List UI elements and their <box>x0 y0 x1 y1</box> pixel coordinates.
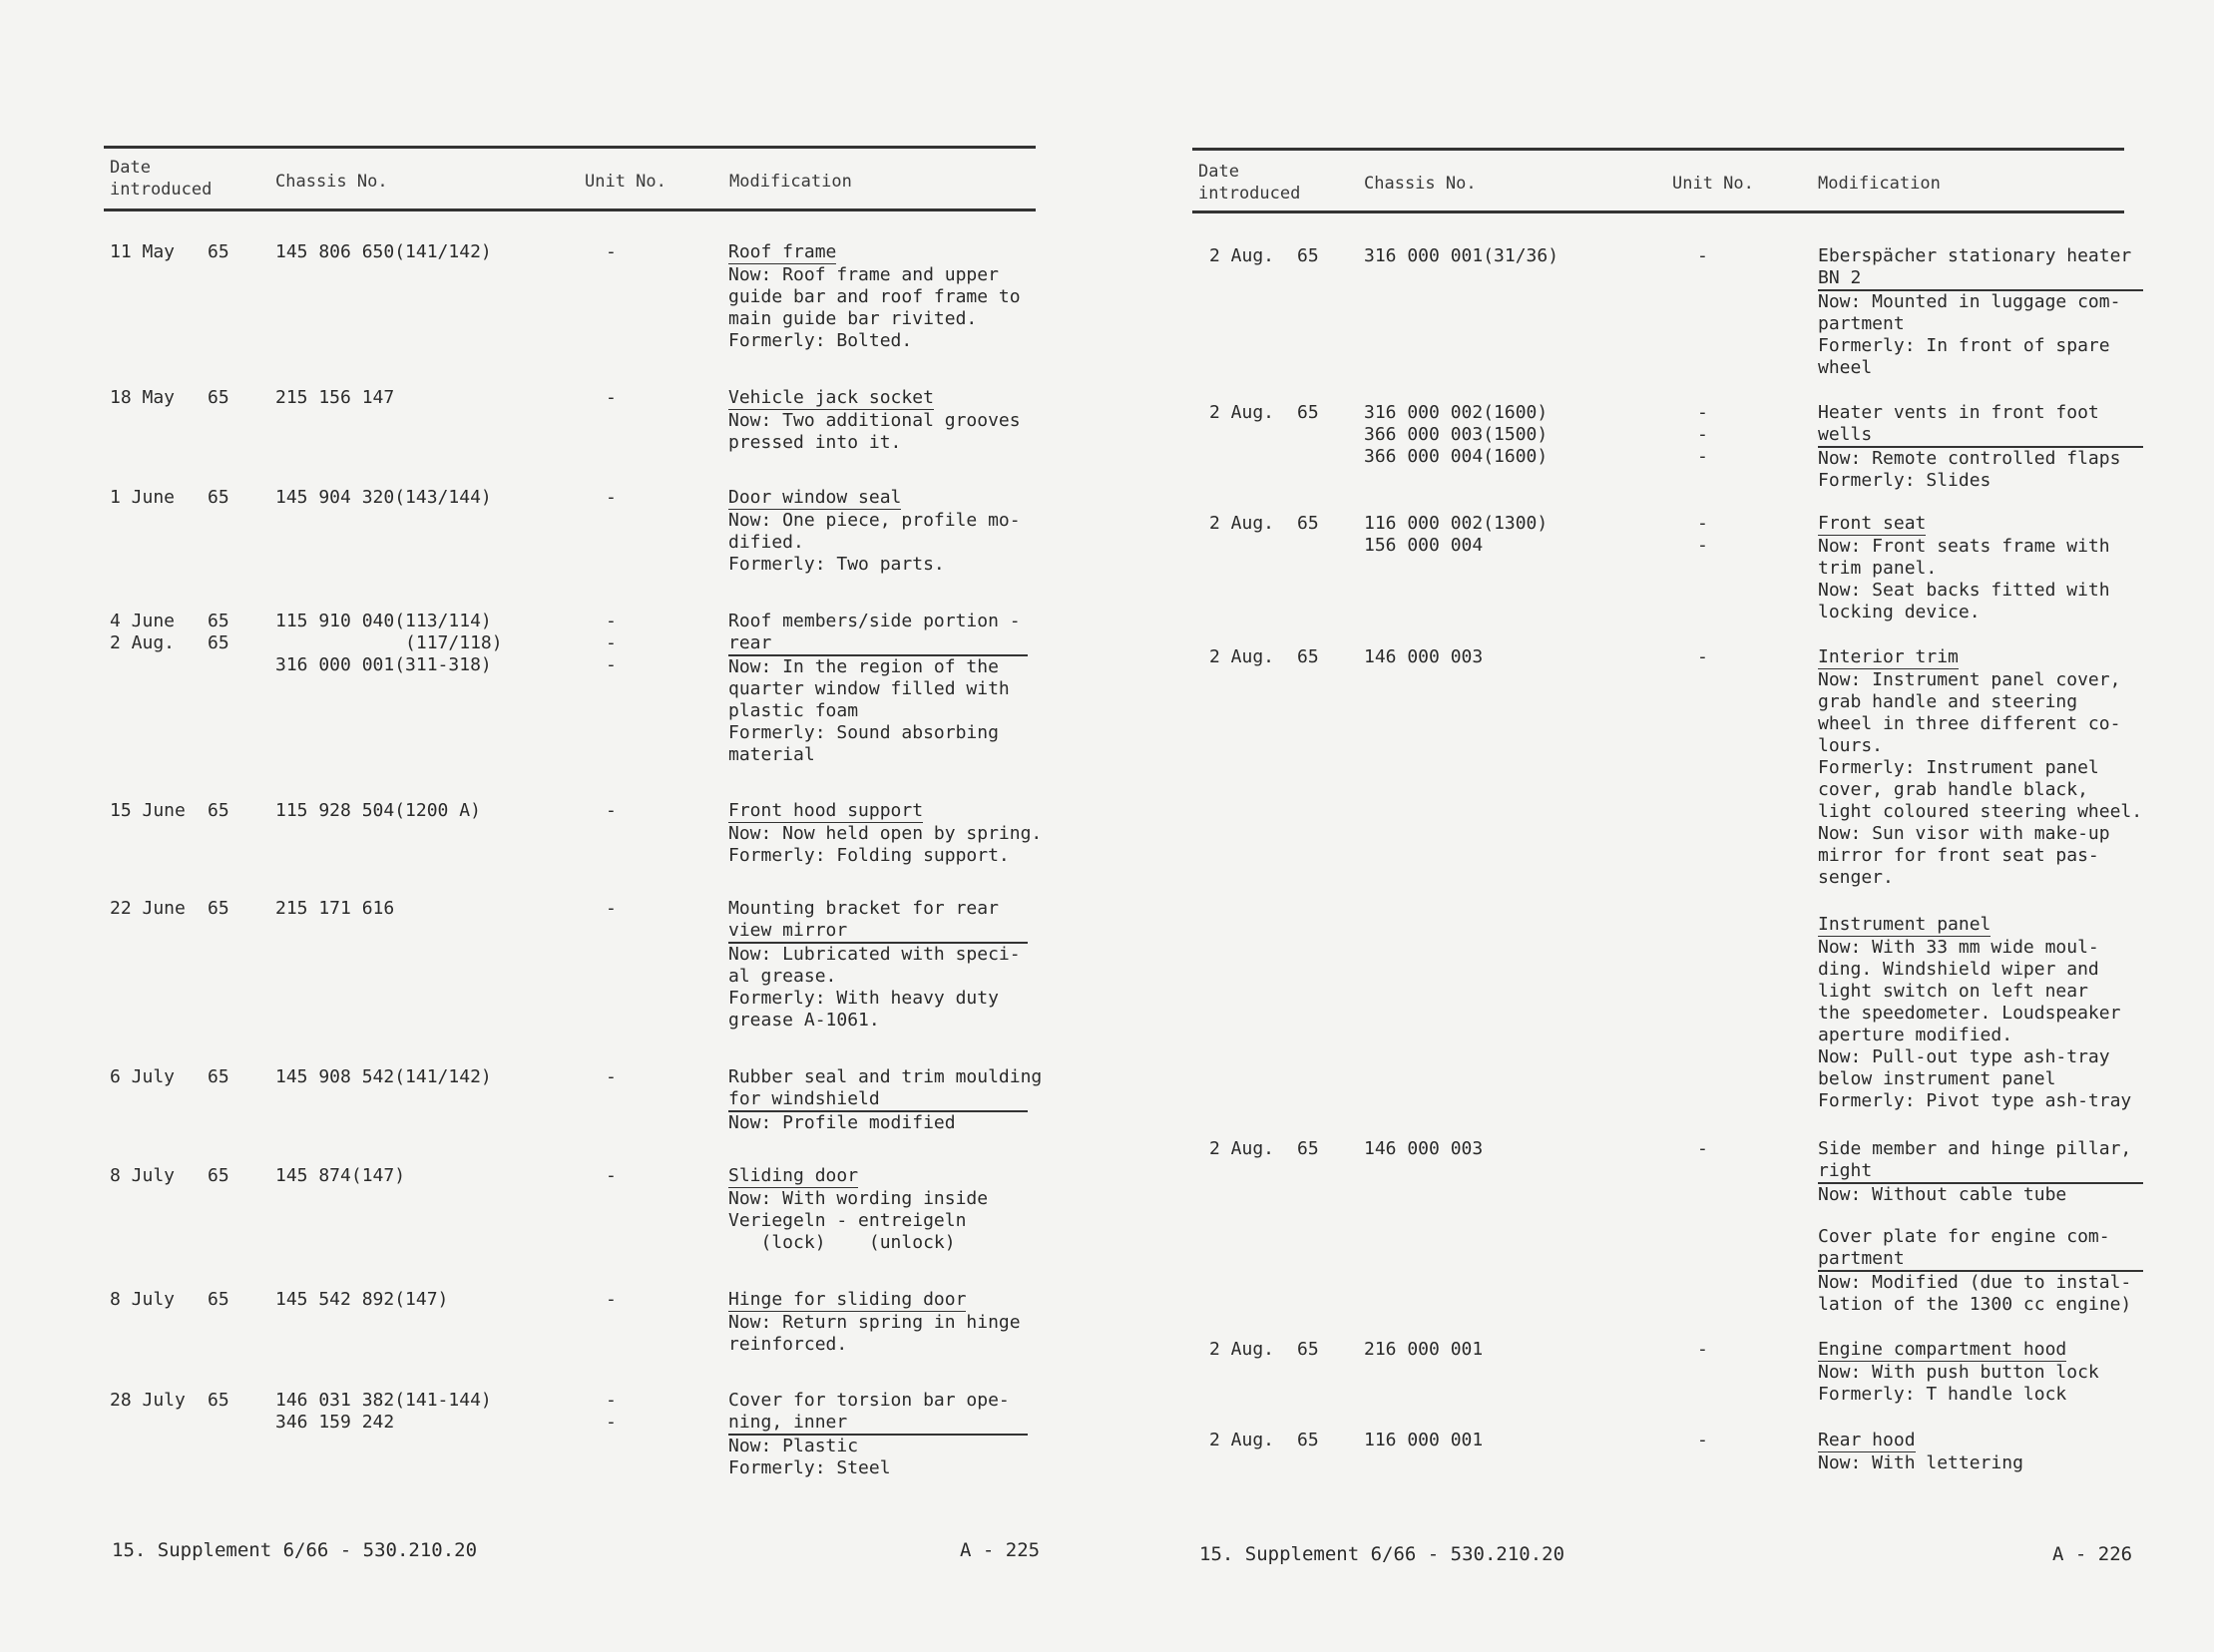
modification-title: Mounting bracket for rear view mirror <box>728 898 1028 944</box>
header-modification: Modification <box>1818 174 1941 194</box>
unit-number: - <box>606 898 617 919</box>
unit-number: - - - <box>606 611 617 675</box>
page-right <box>1107 0 2214 1652</box>
modification <box>1818 513 2110 623</box>
modification-title: Engine compartment hood <box>1818 1339 2067 1360</box>
modification-text: Now: Front seats frame with trim panel. Now: Seat backs fitted with locking device. <box>1818 536 2110 622</box>
modification-title: Instrument panel <box>1818 914 1992 935</box>
modification-title: Cover for torsion bar ope- ning, inner <box>728 1390 1028 1436</box>
header-unit: Unit No. <box>1672 174 1754 194</box>
modification <box>1818 1339 2099 1406</box>
chassis-number: 145 874(147) <box>275 1165 406 1186</box>
modification <box>1818 402 2143 492</box>
unit-number: - - <box>1697 513 1708 556</box>
modification-title: Eberspächer stationary heater BN 2 <box>1818 245 2143 291</box>
year: 65 <box>208 1289 229 1310</box>
modification-title: Door window seal <box>728 487 902 508</box>
header-date: Date introduced <box>110 158 213 200</box>
year: 65 <box>208 387 229 408</box>
unit-number: - <box>606 1289 617 1310</box>
header-unit: Unit No. <box>585 172 666 192</box>
modification-title: Interior trim <box>1818 646 1959 667</box>
year: 65 <box>208 898 229 919</box>
chassis-number: 145 806 650(141/142) <box>275 241 492 262</box>
date-introduced: 2 Aug. <box>1209 245 1275 266</box>
year: 65 <box>1297 1339 1319 1360</box>
modification-title: Heater vents in front foot wells <box>1818 402 2143 448</box>
footer-supplement: 15. Supplement 6/66 - 530.210.20 <box>112 1539 478 1561</box>
year: 65 <box>208 241 229 262</box>
date-introduced: 1 June <box>110 487 176 508</box>
modification <box>728 800 1042 867</box>
modification-text: Now: Now held open by spring. Formerly: Folding support. <box>728 823 1043 866</box>
modification-text: Now: Plastic Formerly: Steel <box>728 1436 891 1478</box>
chassis-number: 115 910 040(113/114) (117/118) 316 000 001(311-318) <box>275 611 503 675</box>
footer-supplement: 15. Supplement 6/66 - 530.210.20 <box>1199 1543 1565 1565</box>
modification <box>1818 646 2142 889</box>
chassis-number: 145 908 542(141/142) <box>275 1066 492 1087</box>
modification <box>728 611 1028 766</box>
date-introduced: 11 May <box>110 241 176 262</box>
modification-text: Now: With lettering <box>1818 1452 2023 1473</box>
modification-title: Roof frame <box>728 241 837 262</box>
year: 65 <box>208 1165 229 1186</box>
modification <box>728 241 1021 352</box>
modification-title: Side member and hinge pillar, right <box>1818 1138 2143 1184</box>
header-chassis: Chassis No. <box>1364 174 1477 194</box>
modification <box>1818 914 2131 1112</box>
unit-number: - <box>1697 1430 1708 1450</box>
page-number: A - 226 <box>2052 1543 2133 1565</box>
chassis-number: 146 000 003 <box>1364 1138 1484 1159</box>
date-introduced: 8 July <box>110 1289 176 1310</box>
modification-text: Now: Mounted in luggage com- partment Formerly: In front of spare wheel <box>1818 291 2121 378</box>
unit-number: - <box>606 387 617 408</box>
modification-text: Now: Modified (due to instal- lation of the 1300 cc engine) <box>1818 1272 2132 1315</box>
modification-title: Vehicle jack socket <box>728 387 934 408</box>
chassis-number: 215 171 616 <box>275 898 395 919</box>
modification-text: Now: Roof frame and upper guide bar and roof frame to main guide bar rivited. Formerly: Bolted. <box>728 264 1021 351</box>
date-introduced: 2 Aug. <box>1209 513 1275 534</box>
table-header-left <box>104 146 1036 211</box>
year: 65 <box>1297 1138 1319 1159</box>
unit-number: - <box>1697 1138 1708 1159</box>
chassis-number: 116 000 001 <box>1364 1430 1484 1450</box>
date-introduced: 15 June <box>110 800 186 821</box>
modification-text: Now: Lubricated with speci- al grease. Formerly: With heavy duty grease A-1061. <box>728 944 1021 1031</box>
modification-text: Now: Without cable tube <box>1818 1184 2067 1205</box>
modification-title: Front seat <box>1818 513 1927 534</box>
modification <box>1818 1226 2143 1316</box>
unit-number: - <box>606 241 617 262</box>
date-introduced: 4 June 2 Aug. <box>110 611 176 653</box>
date-introduced: 18 May <box>110 387 176 408</box>
modification-title: Front hood support <box>728 800 924 821</box>
date-introduced: 2 Aug. <box>1209 1339 1275 1360</box>
unit-number: - <box>606 800 617 821</box>
modification <box>1818 245 2143 379</box>
chassis-number: 216 000 001 <box>1364 1339 1484 1360</box>
chassis-number: 316 000 002(1600) 366 000 003(1500) 366 000 004(1600) <box>1364 402 1549 467</box>
modification-text: Now: With 33 mm wide moul- ding. Windshield wiper and light switch on left near the speedometer. Loudspeaker aperture modified. Now: Pull-out type ash-tray below instrument panel Formerly: Pivot type ash-tray <box>1818 937 2132 1111</box>
unit-number: - - - <box>1697 402 1708 467</box>
date-introduced: 28 July <box>110 1390 186 1411</box>
modification-text: Now: Profile modified <box>728 1112 956 1133</box>
unit-number: - - <box>606 1390 617 1433</box>
date-introduced: 8 July <box>110 1165 176 1186</box>
year: 65 <box>208 487 229 508</box>
modification <box>728 1066 1043 1134</box>
table-header-right <box>1192 148 2124 213</box>
year: 65 <box>208 800 229 821</box>
header-date: Date introduced <box>1198 162 1301 204</box>
year: 65 <box>208 1066 229 1087</box>
unit-number: - <box>1697 1339 1708 1360</box>
modification <box>728 898 1028 1032</box>
year: 65 <box>1297 1430 1319 1450</box>
date-introduced: 6 July <box>110 1066 176 1087</box>
unit-number: - <box>606 487 617 508</box>
modification <box>1818 1138 2143 1206</box>
date-introduced: 22 June <box>110 898 186 919</box>
modification <box>728 487 1021 576</box>
modification-text: Now: In the region of the quarter window filled with plastic foam Formerly: Sound absorbing material <box>728 656 1010 765</box>
modification-text: Now: Instrument panel cover, grab handle and steering wheel in three different co- lours. Formerly: Instrument panel cover, grab handle black, light coloured steering wheel. Now: Sun visor with make-up mirror for front seat pas- senger. <box>1818 669 2143 888</box>
modification-text: Now: Remote controlled flaps Formerly: Slides <box>1818 448 2121 491</box>
modification-text: Now: Two additional grooves pressed into it. <box>728 410 1021 453</box>
unit-number: - <box>1697 646 1708 667</box>
date-introduced: 2 Aug. <box>1209 402 1275 423</box>
year: 65 <box>1297 646 1319 667</box>
year: 65 <box>208 1390 229 1411</box>
chassis-number: 115 928 504(1200 A) <box>275 800 481 821</box>
modification-title: Cover plate for engine com- partment <box>1818 1226 2143 1272</box>
modification <box>728 1165 988 1254</box>
date-introduced: 2 Aug. <box>1209 646 1275 667</box>
chassis-number: 146 000 003 <box>1364 646 1484 667</box>
modification-title: Rubber seal and trim moulding for windshield <box>728 1066 1028 1112</box>
chassis-number: 145 904 320(143/144) <box>275 487 492 508</box>
unit-number: - <box>606 1165 617 1186</box>
chassis-number: 145 542 892(147) <box>275 1289 449 1310</box>
unit-number: - <box>1697 245 1708 266</box>
modification-text: Now: With push button lock Formerly: T handle lock <box>1818 1362 2099 1405</box>
modification-title: Hinge for sliding door <box>728 1289 967 1310</box>
date-introduced: 2 Aug. <box>1209 1430 1275 1450</box>
header-modification: Modification <box>729 172 852 192</box>
modification-text: Now: With wording inside Veriegeln - entreigeln (lock) (unlock) <box>728 1188 989 1253</box>
modification-title: Rear hood <box>1818 1430 1916 1450</box>
modification-text: Now: One piece, profile mo- dified. Formerly: Two parts. <box>728 510 1021 575</box>
unit-number: - <box>606 1066 617 1087</box>
modification-text: Now: Return spring in hinge reinforced. <box>728 1312 1021 1355</box>
page-number: A - 225 <box>960 1539 1041 1561</box>
date-introduced: 2 Aug. <box>1209 1138 1275 1159</box>
year: 65 <box>1297 402 1319 423</box>
chassis-number: 215 156 147 <box>275 387 395 408</box>
modification <box>728 1390 1028 1479</box>
modification <box>728 387 1021 454</box>
modification <box>1818 1430 2023 1474</box>
header-chassis: Chassis No. <box>275 172 388 192</box>
year: 65 <box>1297 245 1319 266</box>
chassis-number: 316 000 001(31/36) <box>1364 245 1559 266</box>
modification-title: Sliding door <box>728 1165 859 1186</box>
chassis-number: 146 031 382(141-144) 346 159 242 <box>275 1390 492 1433</box>
modification-title: Roof members/side portion - rear <box>728 611 1028 656</box>
year: 65 65 <box>208 611 229 653</box>
chassis-number: 116 000 002(1300) 156 000 004 <box>1364 513 1549 556</box>
modification <box>728 1289 1021 1356</box>
year: 65 <box>1297 513 1319 534</box>
